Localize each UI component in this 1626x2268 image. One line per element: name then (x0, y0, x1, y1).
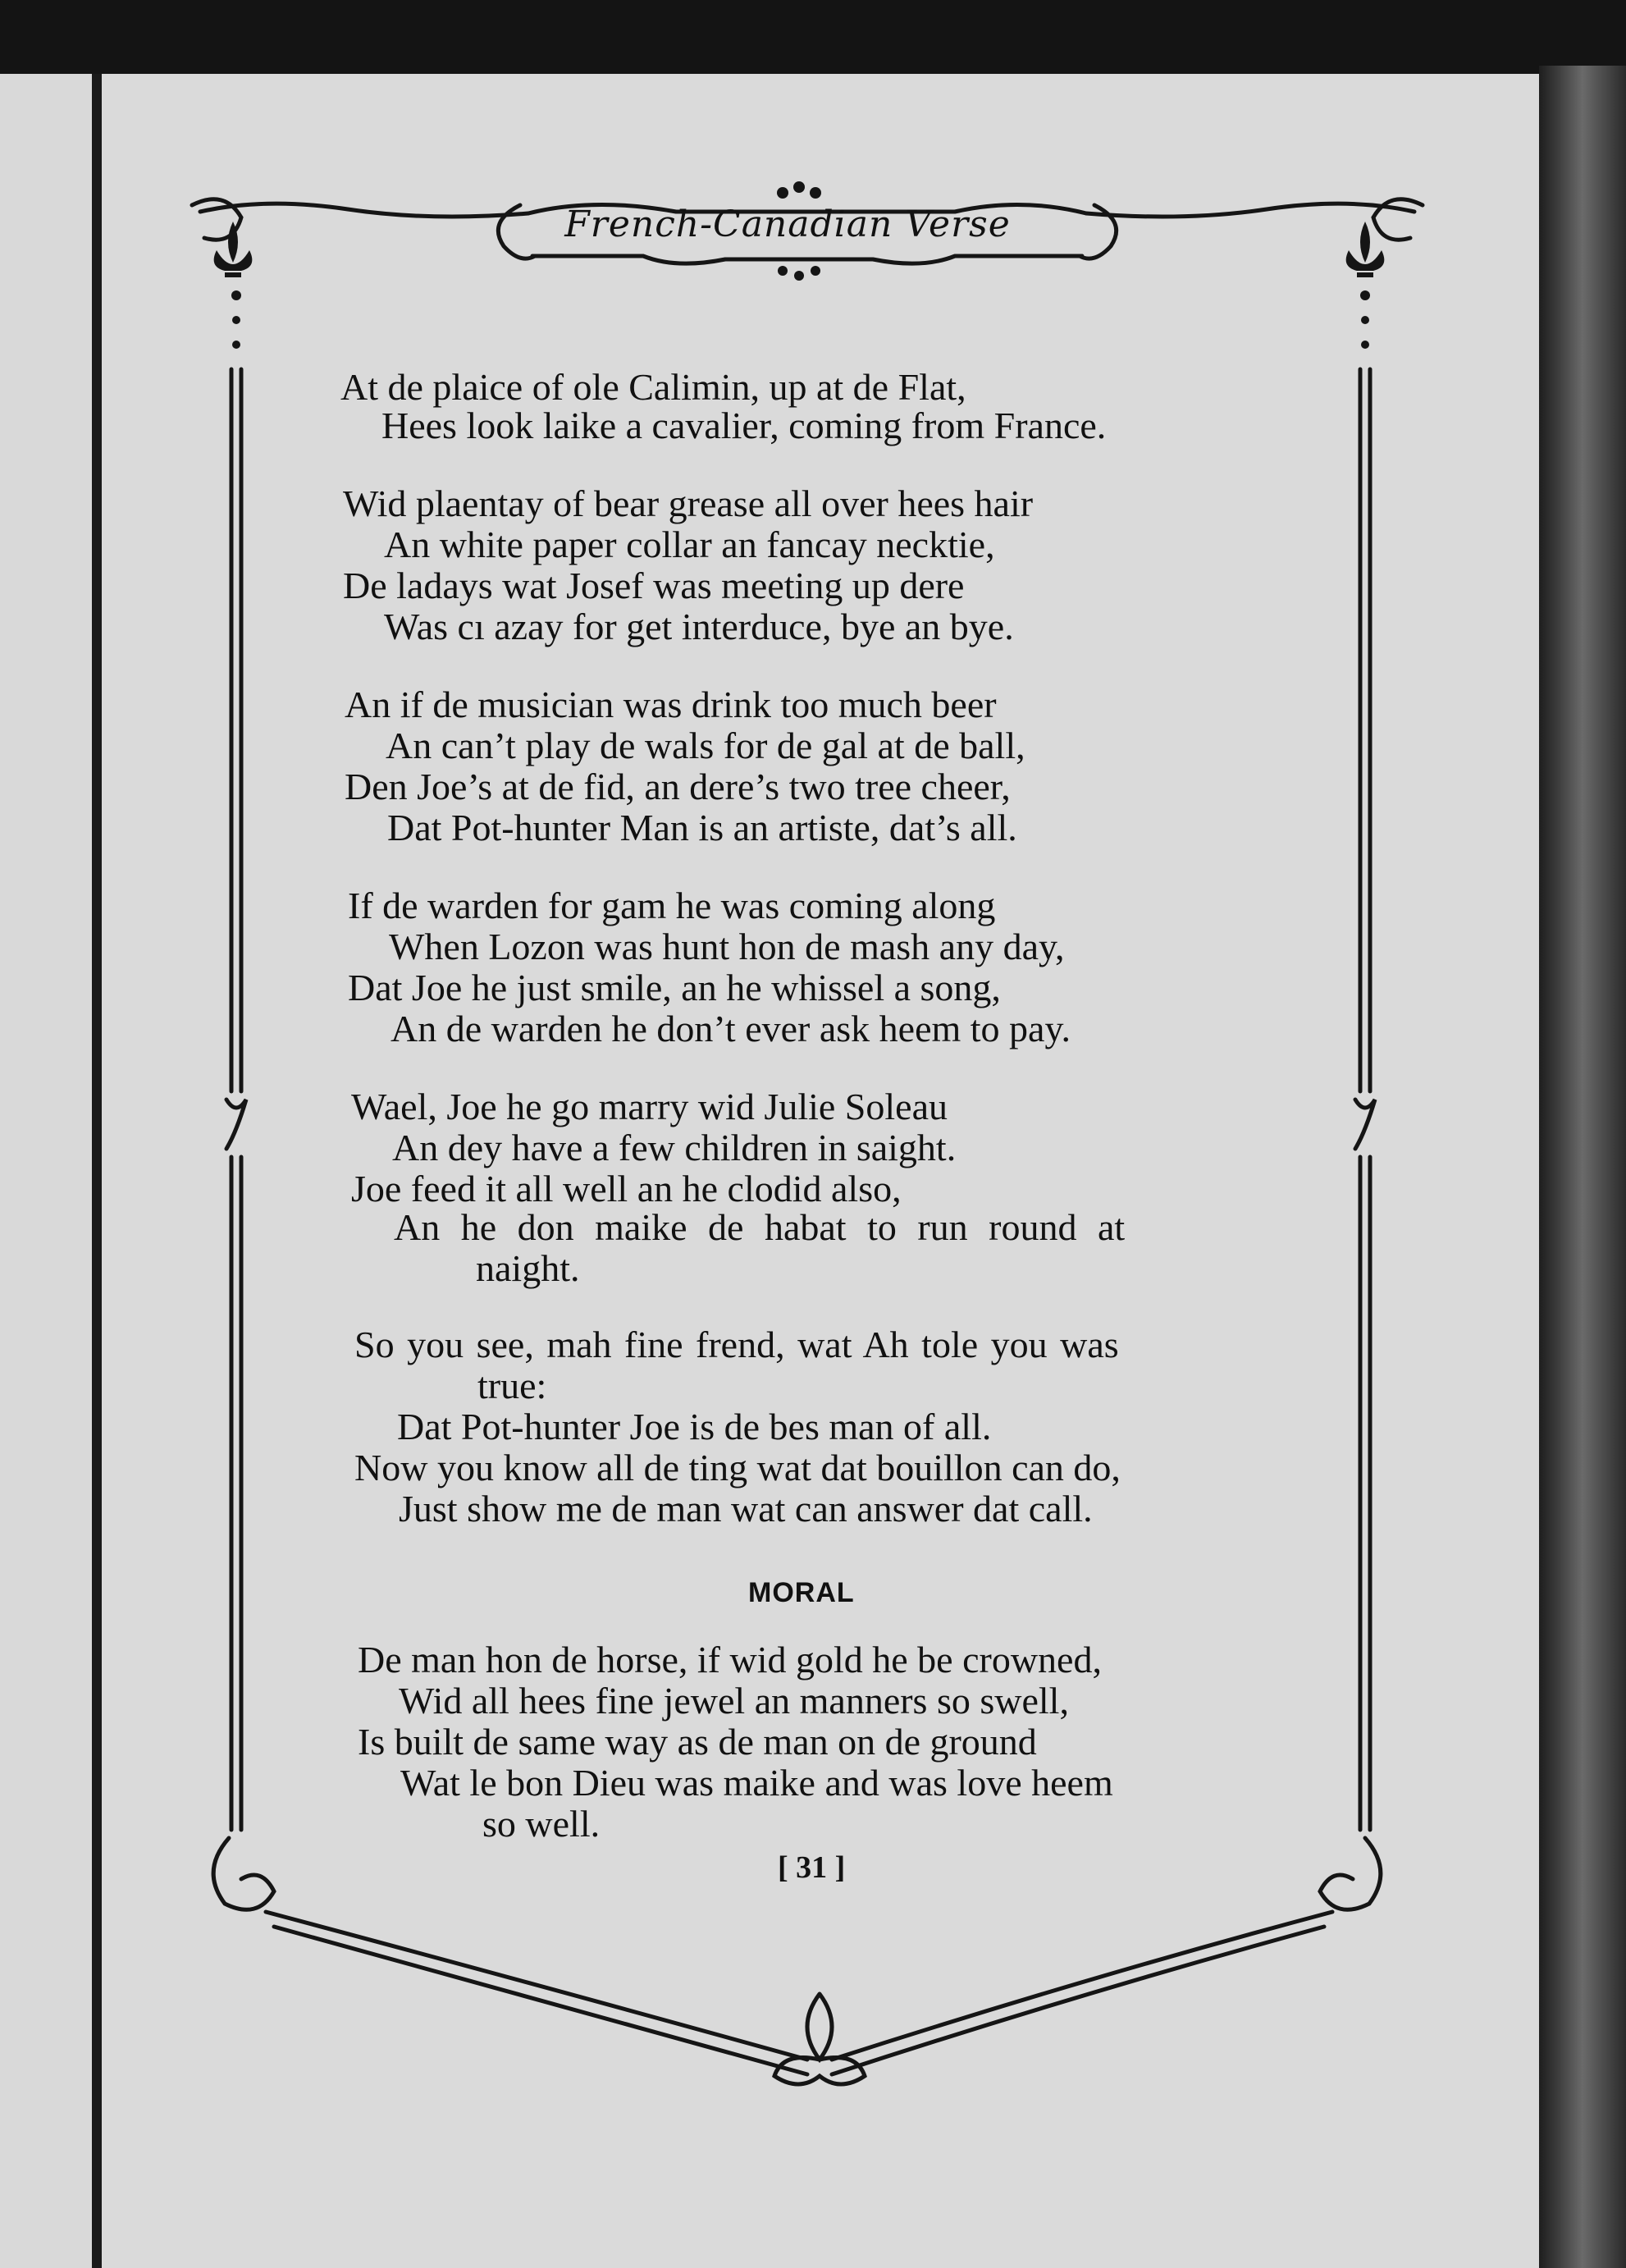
verse-line: Now you know all de ting wat dat bouillon can do, (354, 1447, 1121, 1488)
verse-line: An can’t play de wals for de gal at de ball, (386, 725, 1025, 766)
verse-line: De ladays wat Josef was meeting up dere (343, 565, 965, 606)
verse-line: An de warden he don’t ever ask heem to pay. (391, 1008, 1071, 1049)
verse-line: Is built de same way as de man on de ground (358, 1721, 1037, 1763)
verse-line: so well. (482, 1803, 601, 1845)
verse-line: Was cı azay for get interduce, bye an bye. (384, 606, 1014, 647)
verse-line: true: (477, 1365, 547, 1406)
verse-line: De man hon de horse, if wid gold he be crowned, (358, 1639, 1102, 1680)
verse-line: An white paper collar an fancay necktie, (384, 524, 995, 565)
verse-line: Dat Joe he just smile, an he whissel a song, (348, 967, 1001, 1008)
verse-line: Wid all hees fine jewel an manners so swell, (399, 1680, 1069, 1722)
verse-line: An he don maike de habat to run round at (394, 1206, 1126, 1248)
verse-line: Wael, Joe he go marry wid Julie Soleau (351, 1086, 948, 1127)
verse-line: Just show me de man wat can answer dat call. (399, 1488, 1093, 1530)
verse-line: Dat Pot-hunter Joe is de bes man of all. (397, 1406, 992, 1447)
verse-line: naight. (476, 1247, 580, 1289)
verse-line: Den Joe’s at de fid, an dere’s two tree cheer, (345, 766, 1011, 807)
verse-line: When Lozon was hunt hon de mash any day, (389, 926, 1065, 967)
verse-line: Dat Pot-hunter Man is an artiste, dat’s all. (387, 807, 1017, 848)
verse-line: At de plaice of ole Calimin, up at de Flat, (340, 366, 966, 408)
verse-line: Wid plaentay of bear grease all over hees hair (343, 482, 1034, 524)
running-title: French-Canadian Verse (564, 203, 1011, 245)
moral-heading: MORAL (748, 1577, 855, 1608)
verse-line: An if de musician was drink too much beer (345, 684, 997, 725)
verse-line: Wat le bon Dieu was maike and was love heem (400, 1762, 1113, 1804)
verse-line: So you see, mah fine frend, wat Ah tole you was (354, 1324, 1119, 1365)
verse-line: If de warden for gam he was coming along (348, 885, 996, 926)
verse-line: Hees look laike a cavalier, coming from France. (381, 405, 1107, 446)
verse-line: Joe feed it all well an he clodid also, (351, 1168, 902, 1209)
page-number: [ 31 ] (778, 1850, 846, 1885)
verse-line: An dey have a few children in saight. (392, 1127, 957, 1168)
